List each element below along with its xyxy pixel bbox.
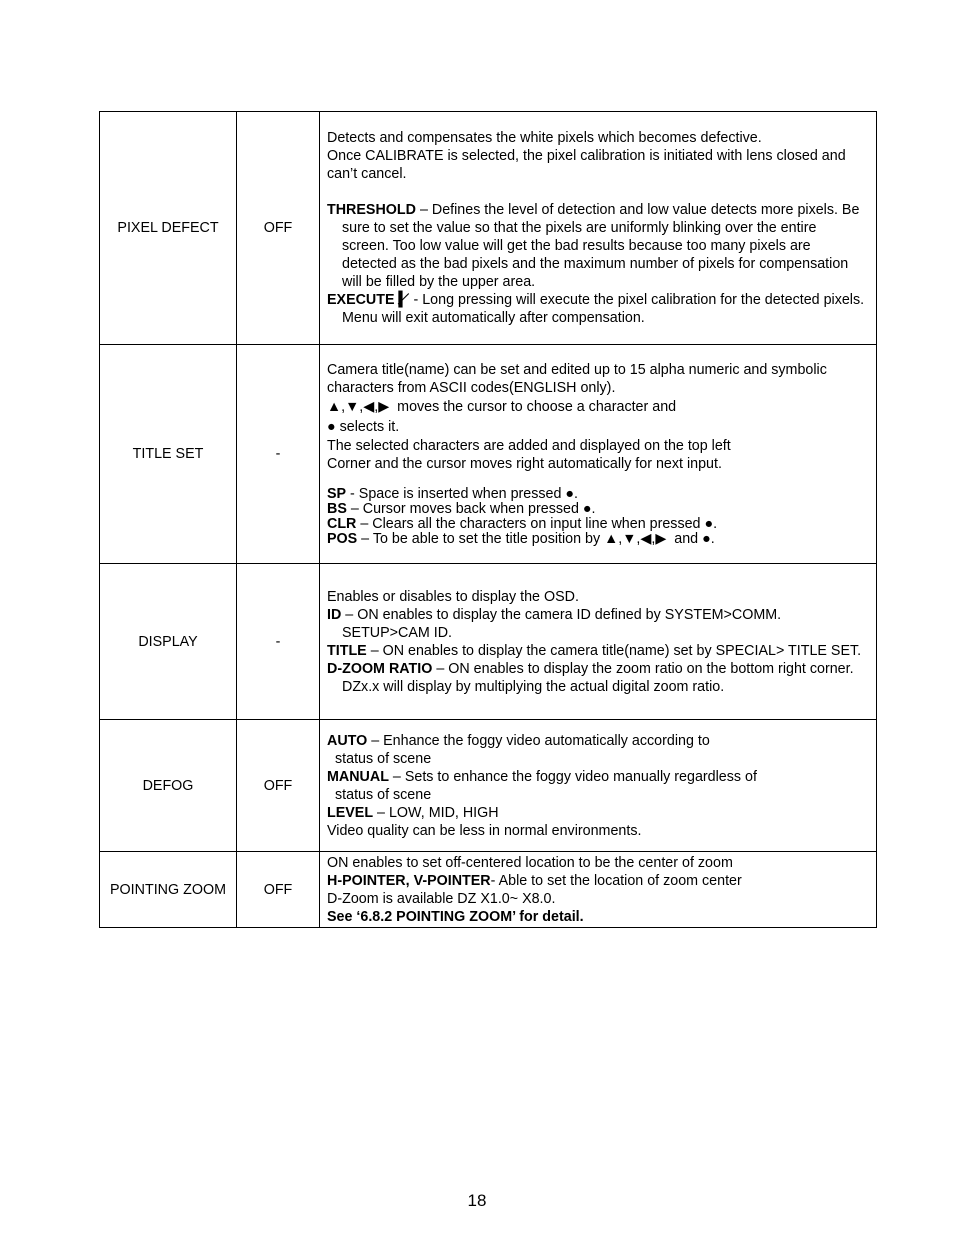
table-row	[100, 564, 877, 720]
description-text: Detects and compensates the white pixels which becomes defective.	[327, 130, 762, 146]
item-description	[320, 112, 877, 345]
description-text: Camera title(name) can be set and edited up to 15 alpha numeric and symbolic characters from ASCII codes(ENGLISH only).	[327, 362, 827, 396]
description-text: ON enables to set off-centered location to be the center of zoom	[327, 854, 733, 871]
term: ID	[327, 606, 342, 623]
default-value: OFF	[237, 852, 320, 928]
table-row	[100, 720, 877, 852]
settings-table	[99, 111, 877, 928]
term: D-ZOOM RATIO	[327, 660, 433, 677]
term: MANUAL	[327, 768, 389, 785]
description-item: CLR – Clears all the characters on input line when pressed ●.	[327, 516, 718, 532]
description-item: SP - Space is inserted when pressed ●.	[327, 486, 579, 502]
item-description	[320, 720, 877, 852]
description-item: H-POINTER, V-POINTER- Able to set the location of zoom center	[327, 872, 742, 889]
item-description	[320, 852, 877, 928]
description-item: LEVEL – LOW, MID, HIGH	[327, 804, 499, 821]
cross-reference: See ‘6.8.2 POINTING ZOOM’ for detail.	[327, 908, 584, 925]
table-row	[100, 345, 877, 564]
description-item: AUTO – Enhance the foggy video automatically according to status of scene	[327, 732, 710, 767]
item-description	[320, 345, 877, 564]
description-text: Video quality can be less in normal environments.	[327, 822, 642, 839]
term: THRESHOLD	[327, 202, 416, 218]
description-item: ID – ON enables to display the camera ID defined by SYSTEM>COMM. SETUP>CAM ID.	[327, 606, 782, 641]
page-number: 18	[467, 1191, 487, 1210]
term: AUTO	[327, 732, 368, 749]
term: SP	[327, 486, 347, 502]
description-item: THRESHOLD – Defines the level of detection and low value detects more pixels. Be sure to set the value so that the pixels are uniformly blinking over the entire screen. Too low value will get the bad results because too many pixels are detected as the bad pixels and the maximum number of pixels for compensation will be filled by the upper area.	[327, 202, 860, 290]
table-row	[100, 112, 877, 345]
term: H-POINTER, V-POINTER	[327, 872, 491, 889]
description-item: POS – To be able to set the title position by ▲,▼,◀,▶ and ●.	[327, 531, 715, 547]
default-value: OFF	[237, 112, 320, 345]
description-text: ● selects it.	[327, 419, 400, 435]
item-name: DEFOG	[100, 720, 237, 852]
description-text: D-Zoom is available DZ X1.0~ X8.0.	[327, 890, 556, 907]
description-item: EXECUTE ▍̸ - Long pressing will execute the pixel calibration for the detected pixels. Menu will exit automatically after compensation.	[327, 292, 865, 326]
item-name: PIXEL DEFECT	[100, 112, 237, 345]
description-text: Once CALIBRATE is selected, the pixel calibration is initiated with lens closed and can’t cancel.	[327, 148, 846, 182]
arrow-icons: ▲,▼,◀,▶	[327, 399, 390, 415]
term: EXECUTE	[327, 292, 395, 308]
description-item: MANUAL – Sets to enhance the foggy video manually regardless of status of scene	[327, 768, 757, 803]
default-value: -	[237, 345, 320, 564]
item-name: TITLE SET	[100, 345, 237, 564]
term: TITLE	[327, 642, 367, 659]
term: BS	[327, 501, 347, 517]
description-text: The selected characters are added and displayed on the top left	[327, 438, 731, 454]
description-text: Enables or disables to display the OSD.	[327, 588, 579, 605]
term: POS	[327, 531, 358, 547]
item-name: DISPLAY	[100, 564, 237, 720]
term: CLR	[327, 516, 357, 532]
item-name: POINTING ZOOM	[100, 852, 237, 928]
description-item: TITLE – ON enables to display the camera title(name) set by SPECIAL> TITLE SET.	[327, 642, 862, 659]
description-text: ▲,▼,◀,▶ moves the cursor to choose a character and	[327, 399, 677, 415]
table-row	[100, 852, 877, 928]
description-item: BS – Cursor moves back when pressed ●.	[327, 501, 596, 517]
execute-icon: ▍̸	[398, 292, 410, 308]
item-description	[320, 564, 877, 720]
term: LEVEL	[327, 804, 374, 821]
default-value: OFF	[237, 720, 320, 852]
description-text: Corner and the cursor moves right automatically for next input.	[327, 456, 722, 472]
description-item: D-ZOOM RATIO – ON enables to display the zoom ratio on the bottom right corner. DZx.x will display by multiplying the actual digital zoom ratio.	[327, 660, 854, 695]
default-value: -	[237, 564, 320, 720]
